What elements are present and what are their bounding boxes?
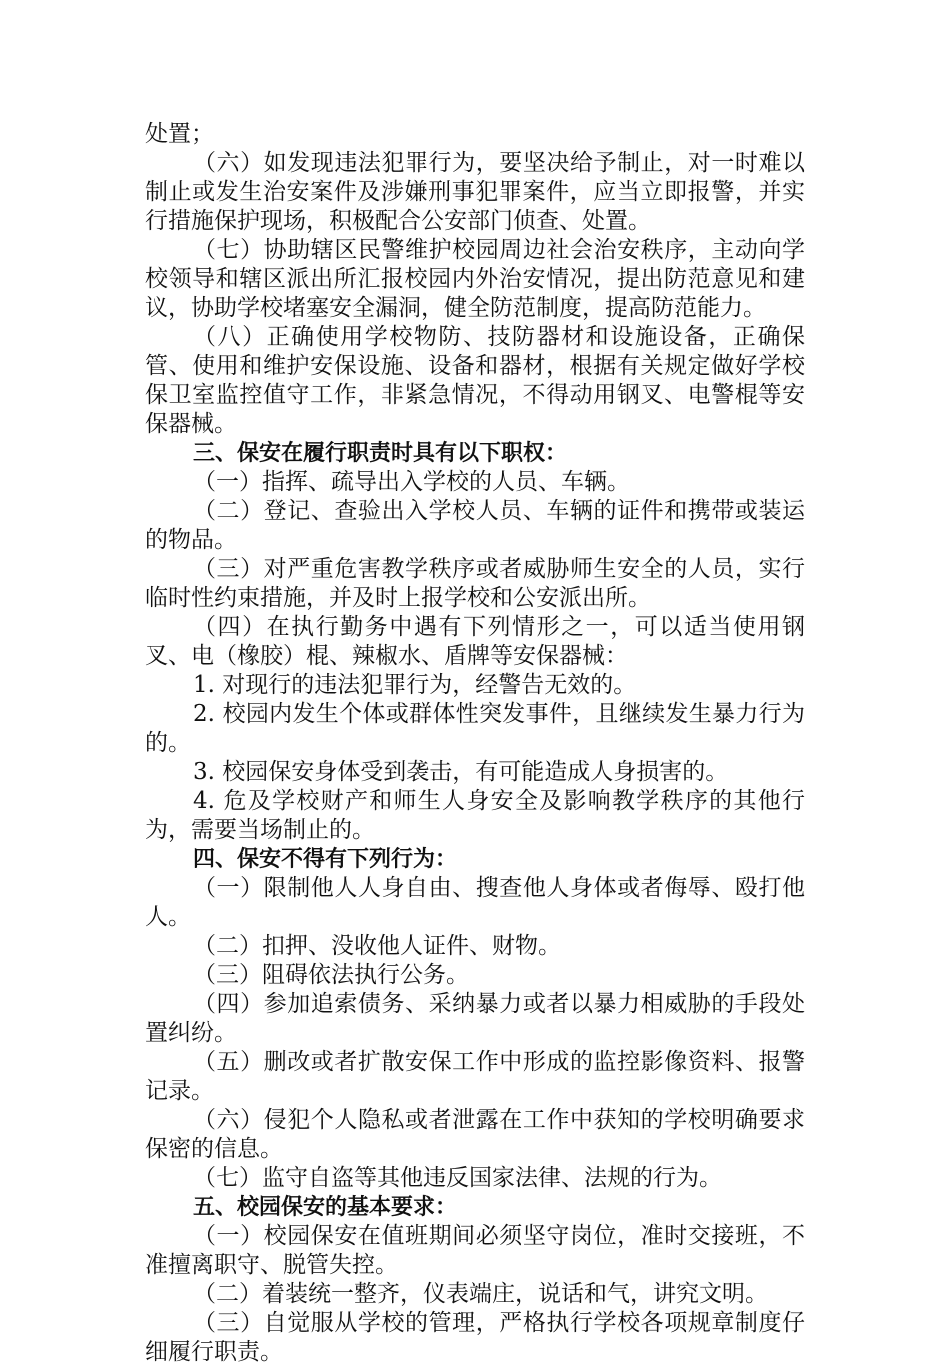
- section-heading: 四、保安不得有下列行为：: [193, 847, 458, 872]
- paragraph: （八）正确使用学校物防、技防器材和设施设备，正确保管、使用和维护安保设施、设备和器材，根据有关规定做好学校保卫室监控值守工作，非紧急情况，不得动用钢叉、电警棍等安保器械。: [145, 324, 805, 437]
- paragraph: （三）对严重危害教学秩序或者威胁师生安全的人员，实行临时性约束措施，并及时上报学校和公安派出所。: [145, 556, 805, 611]
- paragraph: （七）监守自盗等其他违反国家法律、法规的行为。: [193, 1165, 722, 1191]
- paragraph: （七）协助辖区民警维护校园周边社会治安秩序，主动向学校领导和辖区派出所汇报校园内外治安情况，提出防范意见和建议，协助学校堵塞安全漏洞，健全防范制度，提高防范能力。: [145, 237, 805, 321]
- section-heading: 三、保安在履行职责时具有以下职权：: [193, 441, 568, 466]
- list-item: 3. 校园保安身体受到袭击，有可能造成人身损害的。: [193, 759, 729, 785]
- paragraph: 处置；: [145, 121, 214, 147]
- paragraph: （四）在执行勤务中遇有下列情形之一，可以适当使用钢叉、电（橡胶）棍、辣椒水、盾牌等安保器械：: [145, 614, 805, 669]
- paragraph: （一）校园保安在值班期间必须坚守岗位，准时交接班，不准擅离职守、脱管失控。: [145, 1223, 805, 1278]
- paragraph: （二）登记、查验出入学校人员、车辆的证件和携带或装运的物品。: [145, 498, 805, 553]
- paragraph: （六）侵犯个人隐私或者泄露在工作中获知的学校明确要求保密的信息。: [145, 1107, 805, 1162]
- document-page: [145, 120, 805, 1367]
- paragraph: （五）删改或者扩散安保工作中形成的监控影像资料、报警记录。: [145, 1049, 805, 1104]
- paragraph: （一）指挥、疏导出入学校的人员、车辆。: [193, 469, 630, 495]
- paragraph: （二）着装统一整齐，仪表端庄，说话和气，讲究文明。: [193, 1281, 768, 1307]
- paragraph: （四）参加追索债务、采纳暴力或者以暴力相威胁的手段处置纠纷。: [145, 991, 805, 1046]
- paragraph: （六）如发现违法犯罪行为，要坚决给予制止，对一时难以制止或发生治安案件及涉嫌刑事犯罪案件，应当立即报警，并实行措施保护现场，积极配合公安部门侦查、处置。: [145, 150, 805, 234]
- list-item: 1. 对现行的违法犯罪行为，经警告无效的。: [193, 672, 637, 698]
- paragraph: （一）限制他人人身自由、搜查他人身体或者侮辱、殴打他人。: [145, 875, 805, 930]
- section-heading: 五、校园保安的基本要求：: [193, 1195, 458, 1220]
- paragraph: （二）扣押、没收他人证件、财物。: [193, 933, 561, 959]
- paragraph: （三）阻碍依法执行公务。: [193, 962, 469, 988]
- paragraph: （三）自觉服从学校的管理，严格执行学校各项规章制度仔细履行职责。: [145, 1310, 805, 1365]
- list-item: 4. 危及学校财产和师生人身安全及影响教学秩序的其他行为，需要当场制止的。: [145, 788, 805, 843]
- list-item: 2. 校园内发生个体或群体性突发事件，且继续发生暴力行为的。: [145, 701, 805, 756]
